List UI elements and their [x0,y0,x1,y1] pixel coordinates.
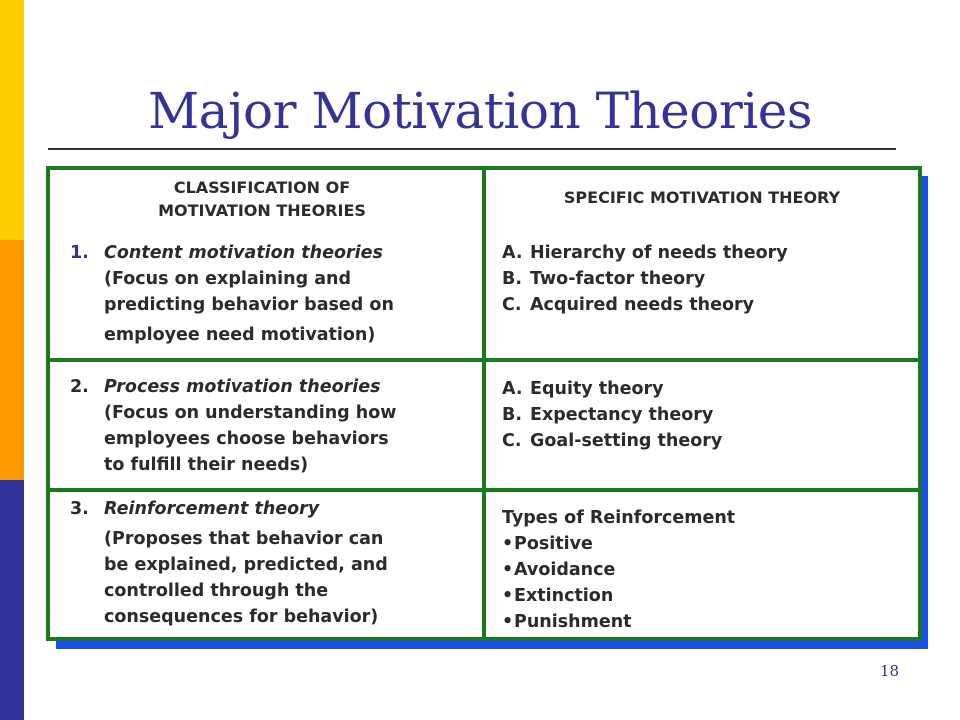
theory-list-item [502,428,912,454]
content-theories-list [502,240,912,318]
accent-bar-navy [0,480,24,720]
slide-title: Major Motivation Theories [147,82,812,140]
table-row-divider [50,488,918,492]
theory-name: Goal-setting theory [530,431,723,451]
theory-name: Hierarchy of needs theory [530,243,788,263]
reinforcement-type: Punishment [514,612,632,632]
left-header-line: MOTIVATION THEORIES [158,201,366,220]
process-theories-list [502,376,912,454]
theory-name: Expectancy theory [530,405,714,425]
theory-category-name: Content motivation theories [104,243,383,263]
reinforcement-type-item [502,609,912,635]
theory-description-line: (Focus on explaining and [104,269,351,289]
theory-description-line: consequences for behavior) [104,607,379,627]
bullet-icon: • [502,534,514,554]
reinforcement-type: Positive [514,534,593,554]
left-header-line: CLASSIFICATION OF [173,178,351,197]
row-number: 2. [70,377,89,397]
list-letter: A. [502,243,523,263]
title-rule [48,148,896,150]
list-letter: C. [502,295,522,315]
theory-category-name: Reinforcement theory [104,499,320,519]
right-column-header: SPECIFIC MOTIVATION THEORY [563,188,841,207]
list-letter: C. [502,431,522,451]
reinforcement-type-item [502,557,912,583]
left-column-header [50,176,474,222]
theory-description-line: to fulfill their needs) [104,455,309,475]
theory-description-line: employee need motivation) [104,325,376,345]
bullet-icon: • [502,612,514,632]
reinforcement-type: Extinction [514,586,614,606]
theory-list-item [502,402,912,428]
list-letter: B. [502,405,522,425]
accent-bar-orange [0,240,24,480]
table-column-divider [482,170,486,637]
bullet-icon: • [502,560,514,580]
bullet-icon: • [502,586,514,606]
theory-description-line: predicting behavior based on [104,295,394,315]
table-row-divider [50,358,918,362]
row-number: 3. [70,499,89,519]
reinforcement-type: Avoidance [514,560,616,580]
theory-category-name: Process motivation theories [104,377,381,397]
theory-description-line: employees choose behaviors [104,429,389,449]
reinforcement-types-list [502,505,912,635]
theory-description-line: controlled through the [104,581,329,601]
theory-description-line: (Proposes that behavior can [104,529,384,549]
content-theories-cell [70,240,470,348]
theory-description-line: (Focus on understanding how [104,403,397,423]
theory-list-item [502,376,912,402]
reinforcement-types-title: Types of Reinforcement [502,508,736,528]
theory-description-line: be explained, predicted, and [104,555,388,575]
theory-table [46,166,922,641]
process-theories-cell [70,374,470,478]
reinforcement-type-item [502,531,912,557]
theory-name: Acquired needs theory [530,295,755,315]
row-number: 1. [70,243,89,263]
theory-list-item [502,266,912,292]
list-letter: B. [502,269,522,289]
reinforcement-type-item [502,583,912,609]
theory-list-item [502,240,912,266]
list-letter: A. [502,379,523,399]
theory-name: Two-factor theory [530,269,706,289]
theory-list-item [502,292,912,318]
theory-name: Equity theory [530,379,664,399]
page-number: 18 [880,662,900,680]
reinforcement-theory-cell [70,496,470,630]
